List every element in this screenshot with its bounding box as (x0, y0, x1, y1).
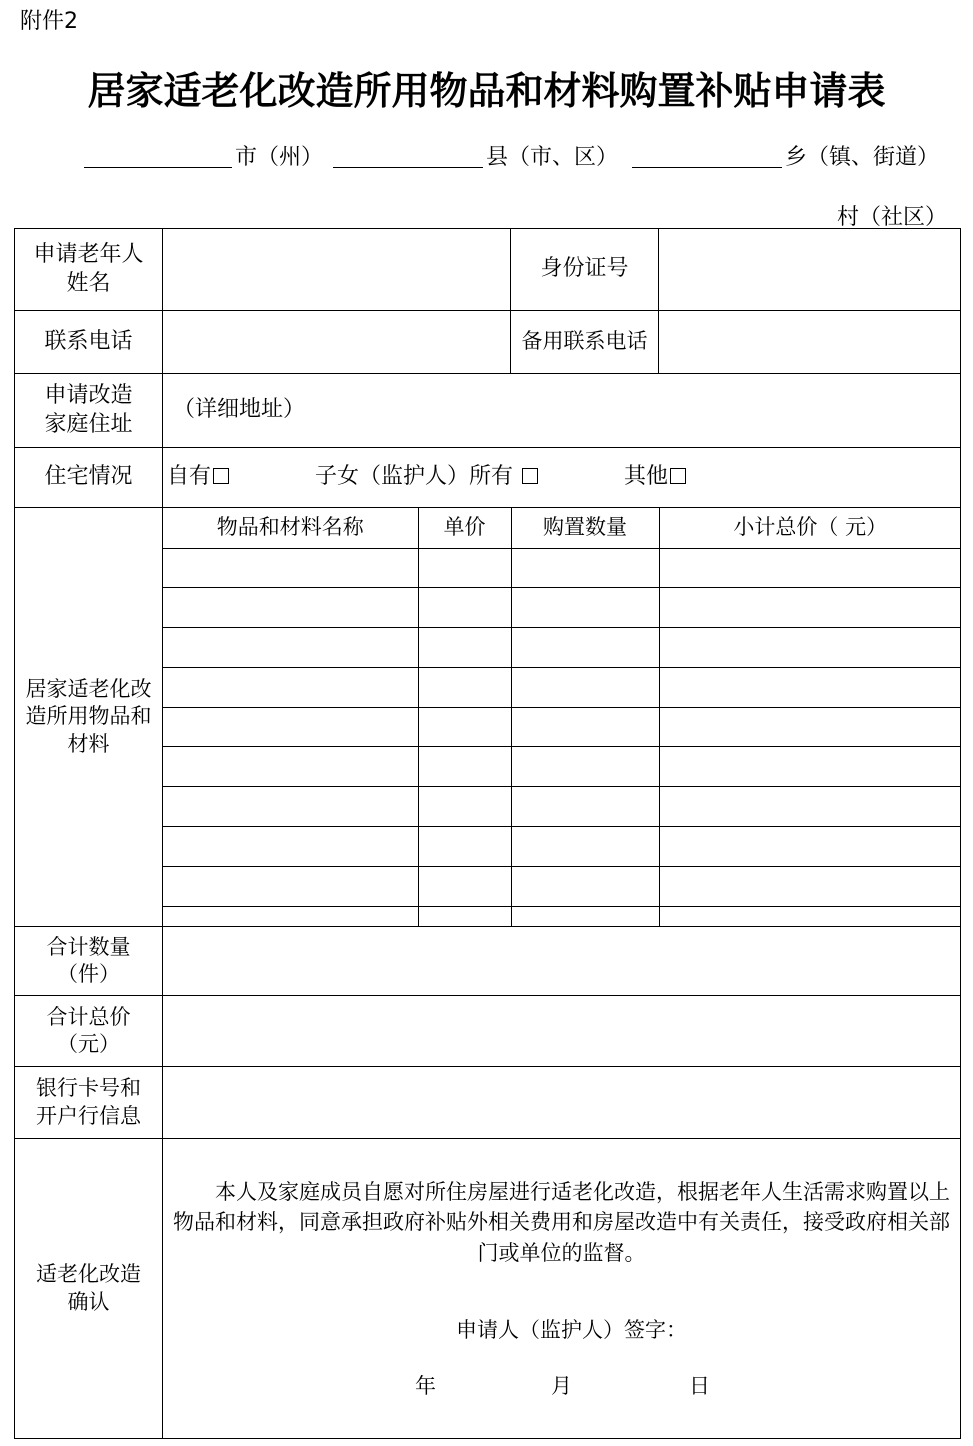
item-price-cell[interactable] (418, 667, 511, 707)
item-name-cell[interactable] (163, 588, 418, 628)
column-header-name: 物品和材料名称 (163, 508, 418, 548)
id-number-field[interactable] (659, 229, 961, 311)
items-header-row (163, 508, 961, 548)
backup-phone-field[interactable] (659, 311, 961, 374)
date-year-label: 年 (415, 1374, 436, 1398)
item-name-cell[interactable] (163, 866, 418, 906)
item-quantity-cell[interactable] (511, 667, 659, 707)
item-quantity-cell[interactable] (511, 866, 659, 906)
item-quantity-cell[interactable] (511, 826, 659, 866)
item-price-cell[interactable] (418, 826, 511, 866)
item-subtotal-cell[interactable] (659, 667, 961, 707)
housing-option-other[interactable]: 其他 (624, 464, 686, 489)
item-price-cell[interactable] (418, 866, 511, 906)
item-price-cell[interactable] (418, 628, 511, 668)
city-label: 市（州） (235, 145, 324, 170)
bank-info-label: 银行卡号和开户行信息 (15, 1067, 163, 1139)
total-quantity-field[interactable] (163, 927, 961, 996)
confirm-label: 适老化改造确认 (15, 1139, 163, 1439)
item-subtotal-cell[interactable] (659, 906, 961, 926)
item-price-cell[interactable] (418, 707, 511, 747)
application-form (14, 228, 961, 1439)
item-quantity-cell[interactable] (511, 707, 659, 747)
bank-info-field[interactable] (163, 1067, 961, 1139)
table-row (163, 866, 961, 906)
item-name-cell[interactable] (163, 826, 418, 866)
housing-option-children[interactable]: 子女（监护人）所有 (315, 464, 538, 489)
total-price-label: 合计总价（元） (15, 996, 163, 1067)
item-price-cell[interactable] (418, 787, 511, 827)
table-row (163, 787, 961, 827)
home-address-field[interactable] (163, 374, 961, 448)
phone-label: 联系电话 (15, 311, 163, 374)
item-quantity-cell[interactable] (511, 628, 659, 668)
item-subtotal-cell[interactable] (659, 826, 961, 866)
checkbox-icon[interactable] (670, 468, 686, 484)
checkbox-icon[interactable] (522, 468, 538, 484)
checkbox-icon[interactable] (213, 468, 229, 484)
item-name-cell[interactable] (163, 628, 418, 668)
column-header-price: 单价 (418, 508, 511, 548)
applicant-name-field[interactable] (163, 229, 511, 311)
item-price-cell[interactable] (418, 747, 511, 787)
backup-phone-label: 备用联系电话 (511, 311, 659, 374)
attachment-label: 附件2 (20, 9, 78, 34)
item-subtotal-cell[interactable] (659, 707, 961, 747)
item-subtotal-cell[interactable] (659, 747, 961, 787)
county-label: 县（市、区） (486, 145, 619, 170)
item-subtotal-cell[interactable] (659, 787, 961, 827)
form-title: 居家适老化改造所用物品和材料购置补贴申请表 (87, 69, 886, 113)
item-subtotal-cell[interactable] (659, 628, 961, 668)
item-price-cell[interactable] (418, 906, 511, 926)
confirm-statement: 本人及家庭成员自愿对所住房屋进行适老化改造，根据老年人生活需求购置以上物品和材料，同意承担政府补贴外相关费用和房屋改造中有关责任，接受政府相关部门或单位的监督。 (173, 1180, 950, 1265)
signature-label: 申请人（监护人）签字： (456, 1318, 687, 1342)
item-subtotal-cell[interactable] (659, 866, 961, 906)
items-table-cell (163, 508, 961, 927)
date-day-label: 日 (689, 1374, 710, 1398)
item-quantity-cell[interactable] (511, 548, 659, 588)
item-price-cell[interactable] (418, 588, 511, 628)
total-price-field[interactable] (163, 996, 961, 1067)
total-quantity-label: 合计数量（件） (15, 927, 163, 996)
town-label: 乡（镇、街道） (785, 145, 940, 170)
item-name-cell[interactable] (163, 548, 418, 588)
table-row (163, 588, 961, 628)
village-label: 村（社区） (836, 205, 947, 230)
item-quantity-cell[interactable] (511, 906, 659, 926)
item-subtotal-cell[interactable] (659, 548, 961, 588)
table-row (163, 747, 961, 787)
table-row (163, 667, 961, 707)
applicant-name-label: 申请老年人姓名 (15, 229, 163, 311)
item-name-cell[interactable] (163, 906, 418, 926)
column-header-quantity: 购置数量 (511, 508, 659, 548)
table-row (163, 548, 961, 588)
id-number-label: 身份证号 (511, 229, 659, 311)
item-subtotal-cell[interactable] (659, 588, 961, 628)
item-quantity-cell[interactable] (511, 588, 659, 628)
table-row (163, 628, 961, 668)
housing-option-own[interactable]: 自有 (167, 464, 229, 489)
city-blank[interactable] (84, 167, 232, 168)
item-name-cell[interactable] (163, 707, 418, 747)
home-address-hint: （详细地址） (173, 397, 306, 423)
item-name-cell[interactable] (163, 747, 418, 787)
town-blank[interactable] (632, 167, 782, 168)
item-name-cell[interactable] (163, 667, 418, 707)
item-quantity-cell[interactable] (511, 787, 659, 827)
home-address-label: 申请改造家庭住址 (15, 374, 163, 448)
item-quantity-cell[interactable] (511, 747, 659, 787)
items-table (163, 508, 961, 926)
items-label: 居家适老化改造所用物品和材料 (15, 508, 163, 927)
table-row (163, 826, 961, 866)
item-price-cell[interactable] (418, 548, 511, 588)
column-header-subtotal: 小计总价（ 元） (659, 508, 961, 548)
item-name-cell[interactable] (163, 787, 418, 827)
housing-label: 住宅情况 (15, 448, 163, 508)
date-month-label: 月 (551, 1374, 572, 1398)
housing-options (163, 448, 961, 508)
phone-field[interactable] (163, 311, 511, 374)
confirm-cell (163, 1139, 961, 1439)
table-row (163, 707, 961, 747)
county-blank[interactable] (333, 167, 483, 168)
table-row (163, 906, 961, 926)
